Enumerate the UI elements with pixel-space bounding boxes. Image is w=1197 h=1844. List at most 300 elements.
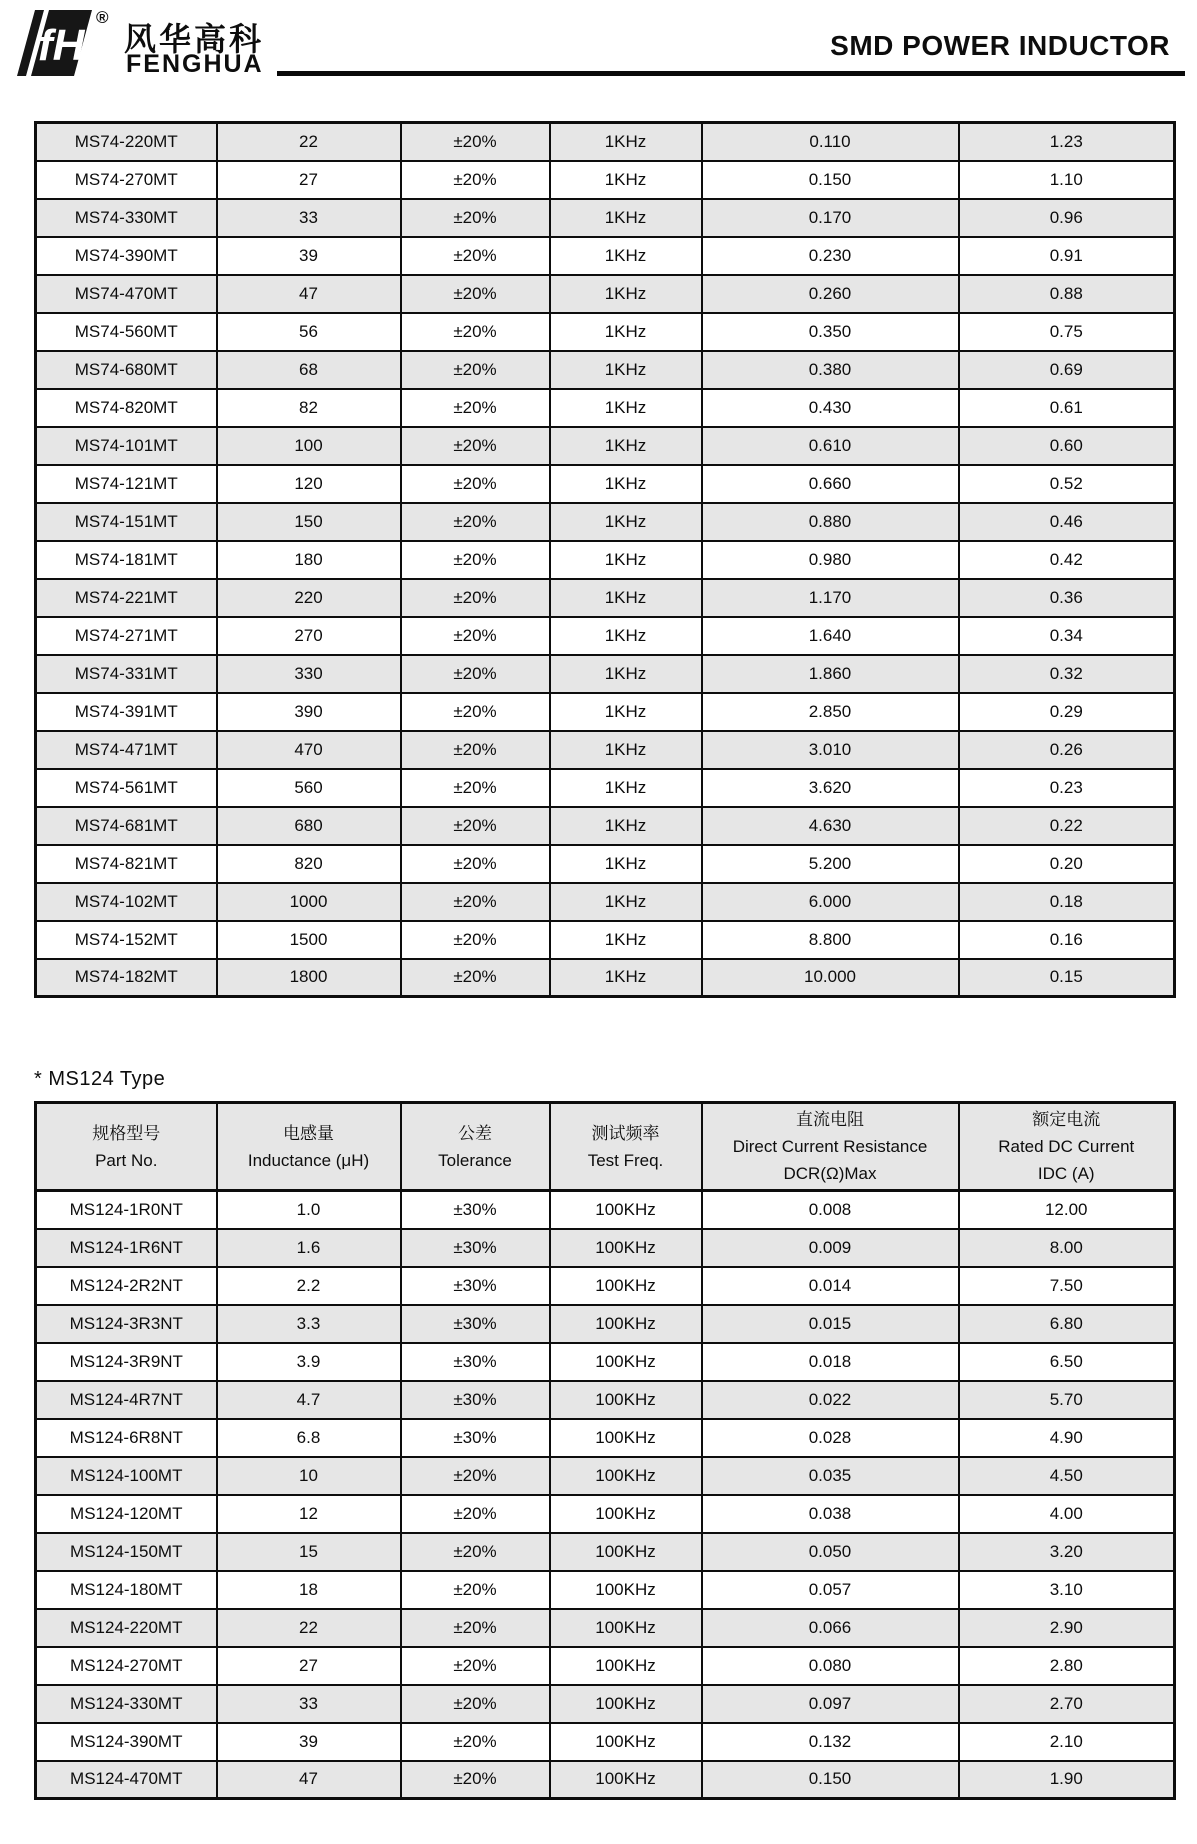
part-no-cell: MS124-120MT [36, 1495, 217, 1533]
test-freq-cell: 100KHz [550, 1609, 702, 1647]
idc-cell: 7.50 [959, 1267, 1175, 1305]
tolerance-cell: ±20% [401, 1457, 550, 1495]
test-freq-cell: 1KHz [550, 237, 702, 275]
test-freq-cell: 100KHz [550, 1267, 702, 1305]
part-no-cell: MS74-181MT [36, 541, 217, 579]
dcr-cell: 0.660 [702, 465, 959, 503]
dcr-cell: 6.000 [702, 883, 959, 921]
table-row [36, 807, 1175, 845]
part-no-cell: MS74-821MT [36, 845, 217, 883]
idc-cell: 4.00 [959, 1495, 1175, 1533]
table-row [36, 693, 1175, 731]
part-no-cell: MS74-221MT [36, 579, 217, 617]
registered-trademark-symbol: ® [96, 8, 109, 27]
part-no-cell: MS124-1R6NT [36, 1229, 217, 1267]
table-row [36, 237, 1175, 275]
tolerance-cell: ±20% [401, 237, 550, 275]
tolerance-cell: ±20% [401, 389, 550, 427]
dcr-cell: 0.008 [702, 1191, 959, 1229]
idc-cell: 3.10 [959, 1571, 1175, 1609]
table-row [36, 123, 1175, 161]
tolerance-cell: ±30% [401, 1419, 550, 1457]
test-freq-cell: 100KHz [550, 1381, 702, 1419]
table-row [36, 921, 1175, 959]
tolerance-cell: ±20% [401, 1609, 550, 1647]
tolerance-cell: ±20% [401, 693, 550, 731]
idc-cell: 4.90 [959, 1419, 1175, 1457]
part-no-cell: MS74-330MT [36, 199, 217, 237]
tolerance-cell: ±20% [401, 1685, 550, 1723]
test-freq-cell: 1KHz [550, 199, 702, 237]
part-no-cell: MS74-152MT [36, 921, 217, 959]
column-header-line: 测试频率 [591, 1123, 660, 1143]
inductance-cell: 270 [217, 617, 401, 655]
brand-name-chinese: 风华高科 [124, 21, 265, 57]
inductance-cell: 2.2 [217, 1267, 401, 1305]
column-header-line: 电感量 [283, 1123, 334, 1143]
inductance-cell: 22 [217, 123, 401, 161]
tolerance-cell: ±30% [401, 1191, 550, 1229]
idc-cell: 6.80 [959, 1305, 1175, 1343]
dcr-cell: 0.150 [702, 1761, 959, 1799]
column-header-line: Direct Current Resistance [732, 1137, 928, 1156]
inductance-cell: 150 [217, 503, 401, 541]
tolerance-cell: ±20% [401, 845, 550, 883]
column-header-line: Tolerance [438, 1150, 512, 1170]
dcr-cell: 0.110 [702, 123, 959, 161]
column-header-line: 公差 [458, 1123, 492, 1143]
idc-cell: 0.60 [959, 427, 1175, 465]
table-row [36, 275, 1175, 313]
part-no-cell: MS124-150MT [36, 1533, 217, 1571]
test-freq-cell: 1KHz [550, 503, 702, 541]
part-no-cell: MS124-100MT [36, 1457, 217, 1495]
dcr-cell: 1.170 [702, 579, 959, 617]
idc-cell: 0.29 [959, 693, 1175, 731]
inductance-cell: 18 [217, 1571, 401, 1609]
idc-cell: 2.80 [959, 1647, 1175, 1685]
column-header-line: Inductance (μH) [247, 1150, 370, 1170]
dcr-cell: 3.620 [702, 769, 959, 807]
table-row [36, 883, 1175, 921]
tolerance-cell: ±20% [401, 1761, 550, 1799]
inductance-cell: 1.6 [217, 1229, 401, 1267]
part-no-cell: MS74-220MT [36, 123, 217, 161]
part-no-cell: MS74-270MT [36, 161, 217, 199]
idc-cell: 0.36 [959, 579, 1175, 617]
tolerance-cell: ±20% [401, 655, 550, 693]
table-row [36, 1457, 1175, 1495]
dcr-cell: 0.038 [702, 1495, 959, 1533]
table-row [36, 541, 1175, 579]
dcr-cell: 8.800 [702, 921, 959, 959]
table-row [36, 1191, 1175, 1229]
inductance-cell: 470 [217, 731, 401, 769]
dcr-cell: 0.260 [702, 275, 959, 313]
page-title: SMD POWER INDUCTOR [830, 30, 1170, 61]
dcr-cell: 10.000 [702, 959, 959, 997]
table-row [36, 617, 1175, 655]
test-freq-cell: 100KHz [550, 1229, 702, 1267]
idc-cell: 0.69 [959, 351, 1175, 389]
dcr-cell: 0.022 [702, 1381, 959, 1419]
tolerance-cell: ±20% [401, 275, 550, 313]
dcr-cell: 0.230 [702, 237, 959, 275]
part-no-cell: MS124-3R9NT [36, 1343, 217, 1381]
page-header [0, 0, 1197, 123]
inductance-cell: 1500 [217, 921, 401, 959]
test-freq-cell: 1KHz [550, 123, 702, 161]
inductance-cell: 4.7 [217, 1381, 401, 1419]
dcr-cell: 0.380 [702, 351, 959, 389]
part-no-cell: MS74-271MT [36, 617, 217, 655]
idc-cell: 0.91 [959, 237, 1175, 275]
tolerance-cell: ±20% [401, 883, 550, 921]
dcr-cell: 0.057 [702, 1571, 959, 1609]
part-no-cell: MS124-4R7NT [36, 1381, 217, 1419]
part-no-cell: MS74-561MT [36, 769, 217, 807]
test-freq-cell: 100KHz [550, 1647, 702, 1685]
ms124-table-header [36, 1103, 1175, 1191]
tolerance-cell: ±20% [401, 503, 550, 541]
dcr-cell: 0.880 [702, 503, 959, 541]
tolerance-cell: ±20% [401, 1495, 550, 1533]
header-row [36, 1103, 1175, 1191]
table-row [36, 1305, 1175, 1343]
table-row [36, 845, 1175, 883]
ms124-section-heading: * MS124 Type [34, 1068, 166, 1090]
idc-cell: 0.88 [959, 275, 1175, 313]
idc-cell: 0.15 [959, 959, 1175, 997]
table-row [36, 1533, 1175, 1571]
test-freq-cell: 100KHz [550, 1343, 702, 1381]
test-freq-cell: 1KHz [550, 427, 702, 465]
inductance-cell: 33 [217, 199, 401, 237]
column-header-line: 直流电阻 [796, 1110, 864, 1129]
test-freq-cell: 1KHz [550, 465, 702, 503]
idc-cell: 1.23 [959, 123, 1175, 161]
table-row [36, 655, 1175, 693]
ms124-spec-table [34, 1101, 1176, 1800]
part-no-cell: MS124-270MT [36, 1647, 217, 1685]
column-header-line: DCR(Ω)Max [783, 1164, 877, 1183]
idc-cell: 0.20 [959, 845, 1175, 883]
dcr-cell: 0.018 [702, 1343, 959, 1381]
idc-cell: 5.70 [959, 1381, 1175, 1419]
part-no-cell: MS74-102MT [36, 883, 217, 921]
part-no-cell: MS124-180MT [36, 1571, 217, 1609]
column-header-line: IDC (A) [1037, 1164, 1095, 1183]
dcr-cell: 5.200 [702, 845, 959, 883]
inductance-cell: 220 [217, 579, 401, 617]
tolerance-cell: ±20% [401, 579, 550, 617]
test-freq-cell: 100KHz [550, 1495, 702, 1533]
part-no-cell: MS124-6R8NT [36, 1419, 217, 1457]
idc-cell: 3.20 [959, 1533, 1175, 1571]
part-no-cell: MS124-390MT [36, 1723, 217, 1761]
inductance-cell: 33 [217, 1685, 401, 1723]
table-row [36, 313, 1175, 351]
test-freq-cell: 100KHz [550, 1571, 702, 1609]
dcr-cell: 0.610 [702, 427, 959, 465]
dcr-cell: 0.097 [702, 1685, 959, 1723]
inductance-cell: 390 [217, 693, 401, 731]
tolerance-cell: ±20% [401, 351, 550, 389]
inductance-cell: 68 [217, 351, 401, 389]
part-no-cell: MS74-331MT [36, 655, 217, 693]
dcr-cell: 0.170 [702, 199, 959, 237]
dcr-cell: 3.010 [702, 731, 959, 769]
tolerance-cell: ±20% [401, 959, 550, 997]
idc-cell: 0.52 [959, 465, 1175, 503]
tolerance-cell: ±20% [401, 541, 550, 579]
dcr-cell: 1.860 [702, 655, 959, 693]
part-no-cell: MS124-3R3NT [36, 1305, 217, 1343]
part-no-cell: MS74-820MT [36, 389, 217, 427]
inductance-cell: 560 [217, 769, 401, 807]
table-row [36, 959, 1175, 997]
table-row [36, 351, 1175, 389]
column-header-line: Test Freq. [587, 1150, 664, 1170]
dcr-cell: 0.980 [702, 541, 959, 579]
tolerance-cell: ±20% [401, 921, 550, 959]
inductance-cell: 27 [217, 1647, 401, 1685]
column-header-tolerance [401, 1103, 550, 1191]
inductance-cell: 1800 [217, 959, 401, 997]
inductance-cell: 22 [217, 1609, 401, 1647]
test-freq-cell: 1KHz [550, 959, 702, 997]
part-no-cell: MS74-681MT [36, 807, 217, 845]
column-header-dcr [702, 1103, 959, 1191]
part-no-cell: MS74-470MT [36, 275, 217, 313]
tolerance-cell: ±20% [401, 123, 550, 161]
idc-cell: 0.16 [959, 921, 1175, 959]
dcr-cell: 4.630 [702, 807, 959, 845]
inductance-cell: 47 [217, 1761, 401, 1799]
test-freq-cell: 1KHz [550, 807, 702, 845]
inductance-cell: 330 [217, 655, 401, 693]
tolerance-cell: ±20% [401, 199, 550, 237]
tolerance-cell: ±20% [401, 427, 550, 465]
inductance-cell: 1.0 [217, 1191, 401, 1229]
part-no-cell: MS74-390MT [36, 237, 217, 275]
dcr-cell: 0.132 [702, 1723, 959, 1761]
part-no-cell: MS74-680MT [36, 351, 217, 389]
column-header-part-no [36, 1103, 217, 1191]
test-freq-cell: 100KHz [550, 1305, 702, 1343]
table-row [36, 1267, 1175, 1305]
test-freq-cell: 1KHz [550, 351, 702, 389]
idc-cell: 0.75 [959, 313, 1175, 351]
dcr-cell: 0.014 [702, 1267, 959, 1305]
idc-cell: 0.34 [959, 617, 1175, 655]
column-header-line: Part No. [95, 1150, 158, 1170]
tolerance-cell: ±30% [401, 1267, 550, 1305]
test-freq-cell: 1KHz [550, 541, 702, 579]
table-row [36, 1495, 1175, 1533]
test-freq-cell: 1KHz [550, 731, 702, 769]
dcr-cell: 0.028 [702, 1419, 959, 1457]
dcr-cell: 0.066 [702, 1609, 959, 1647]
table-row [36, 1609, 1175, 1647]
idc-cell: 0.32 [959, 655, 1175, 693]
tolerance-cell: ±20% [401, 731, 550, 769]
table-row [36, 465, 1175, 503]
test-freq-cell: 1KHz [550, 275, 702, 313]
inductance-cell: 15 [217, 1533, 401, 1571]
part-no-cell: MS124-1R0NT [36, 1191, 217, 1229]
ms124-table-body [36, 1191, 1175, 1799]
tolerance-cell: ±30% [401, 1343, 550, 1381]
inductance-cell: 39 [217, 237, 401, 275]
test-freq-cell: 1KHz [550, 921, 702, 959]
tolerance-cell: ±20% [401, 313, 550, 351]
test-freq-cell: 1KHz [550, 161, 702, 199]
test-freq-cell: 100KHz [550, 1533, 702, 1571]
tolerance-cell: ±30% [401, 1305, 550, 1343]
table-row [36, 1419, 1175, 1457]
tolerance-cell: ±20% [401, 465, 550, 503]
table-row [36, 731, 1175, 769]
inductance-cell: 680 [217, 807, 401, 845]
dcr-cell: 2.850 [702, 693, 959, 731]
tolerance-cell: ±30% [401, 1381, 550, 1419]
dcr-cell: 0.430 [702, 389, 959, 427]
idc-cell: 1.10 [959, 161, 1175, 199]
idc-cell: 0.42 [959, 541, 1175, 579]
test-freq-cell: 100KHz [550, 1723, 702, 1761]
idc-cell: 2.90 [959, 1609, 1175, 1647]
part-no-cell: MS74-101MT [36, 427, 217, 465]
idc-cell: 4.50 [959, 1457, 1175, 1495]
table-row [36, 579, 1175, 617]
table-row [36, 1761, 1175, 1799]
dcr-cell: 0.080 [702, 1647, 959, 1685]
part-no-cell: MS74-121MT [36, 465, 217, 503]
tolerance-cell: ±20% [401, 161, 550, 199]
idc-cell: 2.70 [959, 1685, 1175, 1723]
part-no-cell: MS124-330MT [36, 1685, 217, 1723]
test-freq-cell: 1KHz [550, 769, 702, 807]
test-freq-cell: 1KHz [550, 617, 702, 655]
tolerance-cell: ±20% [401, 807, 550, 845]
column-header-inductance [217, 1103, 401, 1191]
inductance-cell: 820 [217, 845, 401, 883]
ms74-spec-table [34, 121, 1176, 998]
table-row [36, 1343, 1175, 1381]
inductance-cell: 1000 [217, 883, 401, 921]
test-freq-cell: 1KHz [550, 313, 702, 351]
column-header-test-freq [550, 1103, 702, 1191]
dcr-cell: 0.009 [702, 1229, 959, 1267]
column-header-line: Rated DC Current [998, 1137, 1135, 1156]
table-row [36, 161, 1175, 199]
idc-cell: 12.00 [959, 1191, 1175, 1229]
dcr-cell: 0.035 [702, 1457, 959, 1495]
idc-cell: 8.00 [959, 1229, 1175, 1267]
idc-cell: 0.18 [959, 883, 1175, 921]
part-no-cell: MS124-470MT [36, 1761, 217, 1799]
idc-cell: 1.90 [959, 1761, 1175, 1799]
inductance-cell: 180 [217, 541, 401, 579]
table-row [36, 1229, 1175, 1267]
tolerance-cell: ±20% [401, 1647, 550, 1685]
test-freq-cell: 1KHz [550, 845, 702, 883]
fenghua-logo-icon [14, 7, 94, 79]
column-header-line: 额定电流 [1032, 1110, 1101, 1129]
idc-cell: 2.10 [959, 1723, 1175, 1761]
inductance-cell: 47 [217, 275, 401, 313]
idc-cell: 0.22 [959, 807, 1175, 845]
idc-cell: 0.96 [959, 199, 1175, 237]
table-row [36, 1685, 1175, 1723]
part-no-cell: MS74-391MT [36, 693, 217, 731]
brand-name-english: FENGHUA [126, 50, 264, 78]
test-freq-cell: 100KHz [550, 1685, 702, 1723]
inductance-cell: 27 [217, 161, 401, 199]
test-freq-cell: 100KHz [550, 1457, 702, 1495]
part-no-cell: MS74-151MT [36, 503, 217, 541]
part-no-cell: MS74-471MT [36, 731, 217, 769]
test-freq-cell: 1KHz [550, 389, 702, 427]
table-row [36, 503, 1175, 541]
part-no-cell: MS124-2R2NT [36, 1267, 217, 1305]
inductance-cell: 12 [217, 1495, 401, 1533]
test-freq-cell: 100KHz [550, 1419, 702, 1457]
inductance-cell: 100 [217, 427, 401, 465]
table-row [36, 1723, 1175, 1761]
dcr-cell: 0.150 [702, 161, 959, 199]
tolerance-cell: ±20% [401, 1533, 550, 1571]
dcr-cell: 0.015 [702, 1305, 959, 1343]
column-header-line: 规格型号 [92, 1123, 161, 1143]
table-row [36, 769, 1175, 807]
column-header-idc [959, 1103, 1175, 1191]
inductance-cell: 3.9 [217, 1343, 401, 1381]
idc-cell: 0.46 [959, 503, 1175, 541]
tolerance-cell: ±20% [401, 1723, 550, 1761]
idc-cell: 0.61 [959, 389, 1175, 427]
part-no-cell: MS74-182MT [36, 959, 217, 997]
idc-cell: 0.26 [959, 731, 1175, 769]
table-row [36, 427, 1175, 465]
table-row [36, 1571, 1175, 1609]
part-no-cell: MS124-220MT [36, 1609, 217, 1647]
test-freq-cell: 1KHz [550, 579, 702, 617]
test-freq-cell: 100KHz [550, 1761, 702, 1799]
svg-text:fH: fH [38, 21, 85, 70]
dcr-cell: 1.640 [702, 617, 959, 655]
idc-cell: 6.50 [959, 1343, 1175, 1381]
dcr-cell: 0.350 [702, 313, 959, 351]
table-row [36, 1381, 1175, 1419]
inductance-cell: 56 [217, 313, 401, 351]
tolerance-cell: ±20% [401, 1571, 550, 1609]
test-freq-cell: 100KHz [550, 1191, 702, 1229]
tolerance-cell: ±20% [401, 769, 550, 807]
dcr-cell: 0.050 [702, 1533, 959, 1571]
inductance-cell: 82 [217, 389, 401, 427]
idc-cell: 0.23 [959, 769, 1175, 807]
inductance-cell: 39 [217, 1723, 401, 1761]
inductance-cell: 3.3 [217, 1305, 401, 1343]
part-no-cell: MS74-560MT [36, 313, 217, 351]
inductance-cell: 6.8 [217, 1419, 401, 1457]
tolerance-cell: ±20% [401, 617, 550, 655]
test-freq-cell: 1KHz [550, 883, 702, 921]
test-freq-cell: 1KHz [550, 693, 702, 731]
tolerance-cell: ±30% [401, 1229, 550, 1267]
